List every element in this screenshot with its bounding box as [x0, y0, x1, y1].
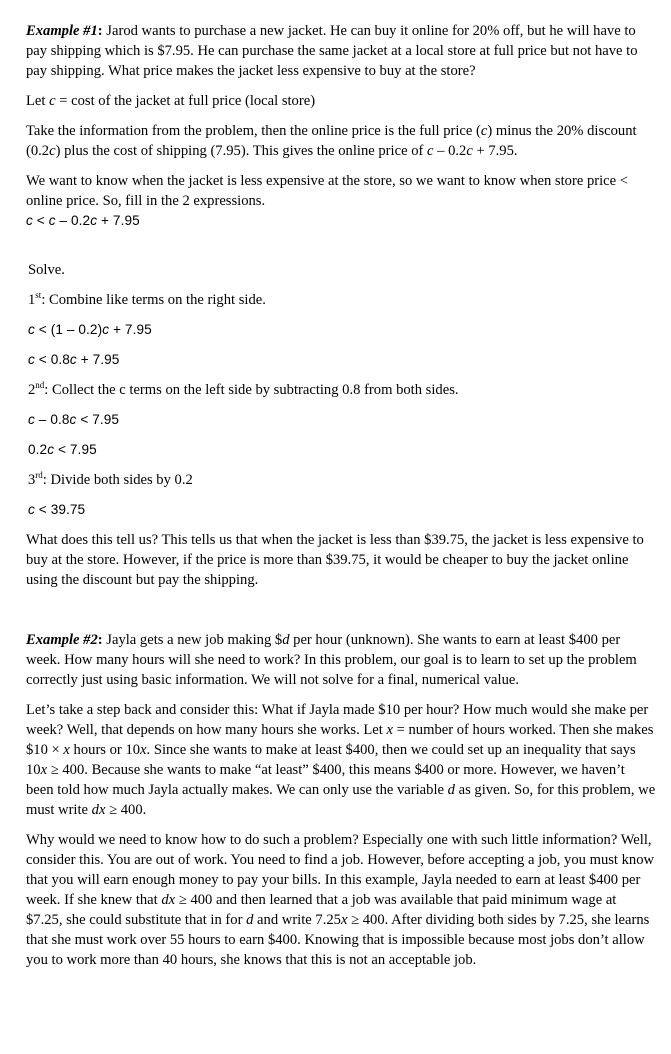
equation-4: 0.2c < 7.95 [28, 442, 97, 457]
example2-paragraph-3: Why would we need to know how to do such a problem? Especially one with such little information? Well, consider this. You are out of work. You need to find a job. However, before accepting a job, you must know that you will earn enough money to pay your bills. In this example, Jayla needed to earn at least $400 per week. If she knew that dx ≥ 400 and then learned that a job was available that paid minimum wage at $7.25, she could substitute that in for d and write 7.25x ≥ 400. After dividing both sides by 7.25, she learns that she must work over 55 hours to earn $400. Knowing that is impossible because most jobs don’t allow you to work more than 40 hours, she knows that this is not an acceptable job. [26, 832, 655, 968]
example1-intro: Example #1: Jarod wants to purchase a new jacket. He can buy it online for 20% off, but he will have to pay shipping which is $7.95. He can purchase the same jacket at a local store at full price but not have to pay shipping. What price makes the jacket less expensive to buy at the store? [26, 23, 638, 79]
solve-heading: Solve. [28, 262, 65, 278]
let-definition: Let c = cost of the jacket at full price (local store) [26, 93, 316, 109]
want-paragraph: We want to know when the jacket is less expensive at the store, so we want to know when store price < online price. So, fill in the 2 expressions. [26, 173, 628, 209]
step1-text: 1st: Combine like terms on the right side. [28, 290, 266, 308]
step3-text: 3rd: Divide both sides by 0.2 [28, 470, 193, 488]
example2-paragraph-2: Let’s take a step back and consider this: What if Jayla made $10 per hour? How much would she make per week? Well, that depends on how many hours she works. Let x = number of hours worked. Then she makes $10 × x hours or 10x. Since she wants to make at least $400, then we could set up an inequality that says 10x ≥ 400. Because she wants to make “at least” $400, this means $400 or more. However, we haven’t been told how much Jayla actually makes. We can only use the variable d as given. So, for this problem, we must write dx ≥ 400. [26, 702, 656, 818]
equation-2: c < 0.8c + 7.95 [28, 352, 120, 367]
document-page [26, 21, 656, 970]
equation-3: c – 0.8c < 7.95 [28, 412, 120, 427]
step2-text: 2nd: Collect the c terms on the left side by subtracting 0.8 from both sides. [28, 380, 459, 398]
online-price-explanation: Take the information from the problem, then the online price is the full price (c) minus the 20% discount (0.2c) plus the cost of shipping (7.95). This gives the online price of c – 0.2c + 7.95. [26, 123, 637, 159]
example2-intro: Example #2: Jayla gets a new job making $d per hour (unknown). She wants to earn at least $400 per week. How many hours will she need to work? In this problem, our goal is to learn to set up the problem correctly just using basic information. We will not solve for a final, numerical value. [26, 632, 637, 688]
inequality-setup: c < c – 0.2c + 7.95 [26, 213, 140, 228]
conclusion-paragraph: What does this tell us? This tells us that when the jacket is less than $39.75, the jacket is less expensive to buy at the store. However, if the price is more than $39.75, it would be cheaper to buy the jacket online using the discount but pay the shipping. [26, 532, 644, 588]
equation-5: c < 39.75 [28, 502, 86, 517]
example1-label: Example #1 [26, 23, 98, 39]
example2-label: Example #2 [26, 632, 98, 648]
equation-1: c < (1 – 0.2)c + 7.95 [28, 322, 152, 337]
